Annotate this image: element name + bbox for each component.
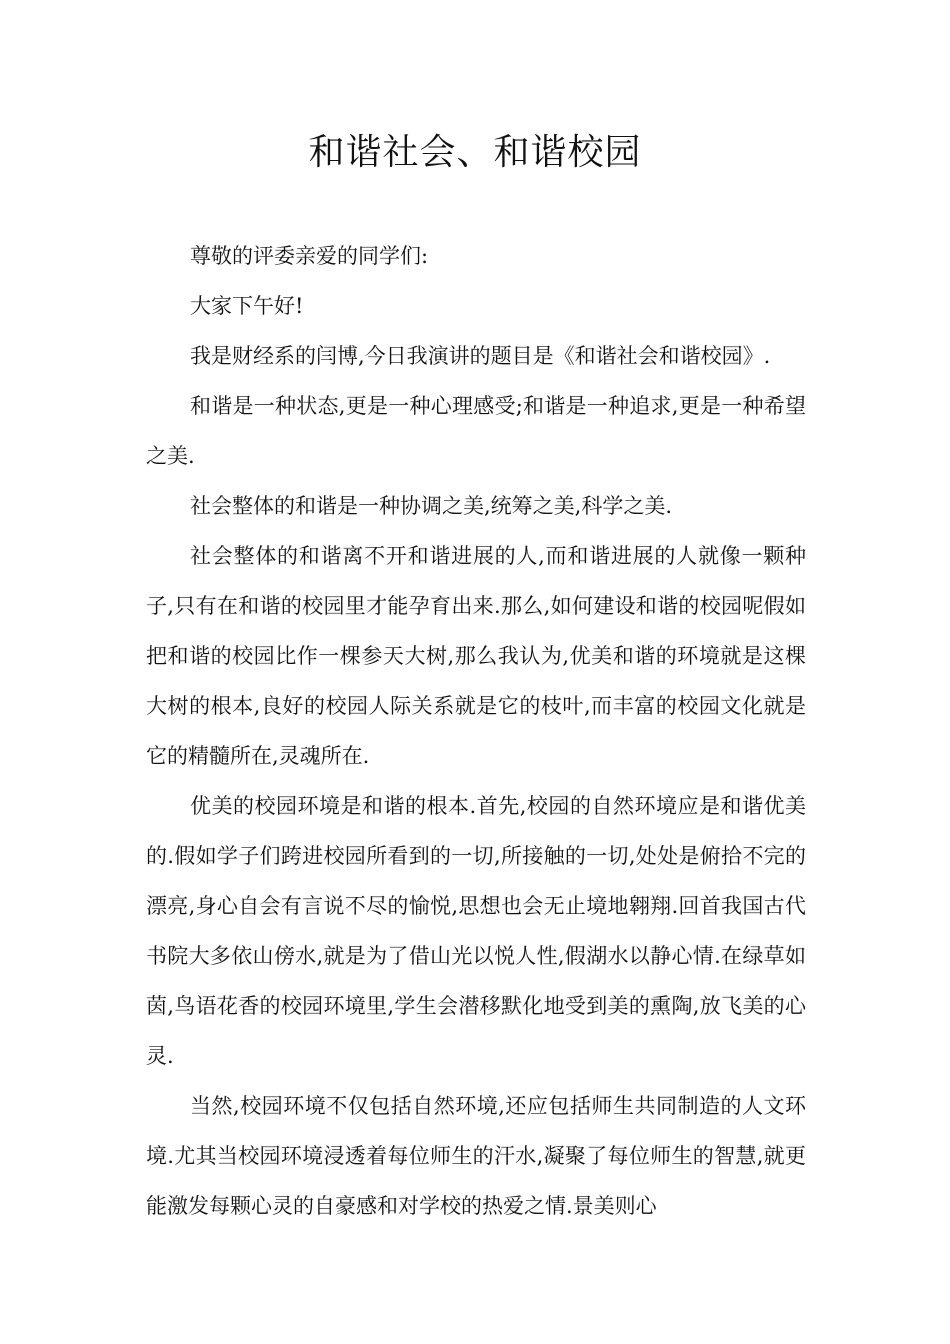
paragraph-harmony-definition: 和谐是一种状态,更是一种心理感受;和谐是一种追求,更是一种希望之美. [146,394,806,468]
paragraph-hello: 大家下午好! [190,294,304,318]
paragraph-social-harmony: 社会整体的和谐是一种协调之美,统筹之美,科学之美. [190,494,673,518]
paragraph-humanistic-environment: 当然,校园环境不仅包括自然环境,还应包括师生共同制造的人文环境.尤其当校园环境浸透着每位师生的汗水,凝聚了每位师生的智慧,就更能激发每颗心灵的自豪感和对学校的热爱之情.景美则心 [146,1094,806,1218]
document-body [146,231,806,1231]
paragraph-intro: 我是财经系的闫博,今日我演讲的题目是《和谐社会和谐校园》. [190,344,771,368]
paragraph-campus-tree: 社会整体的和谐离不开和谐进展的人,而和谐进展的人就像一颗种子,只有在和谐的校园里才能孕育出来.那么,如何建设和谐的校园呢假如把和谐的校园比作一棵参天大树,那么我认为,优美和谐的环境就是这棵大树的根本,良好的校园人际关系就是它的枝叶,而丰富的校园文化就是它的精髓所在,灵魂所在. [146,544,806,768]
document-title: 和谐社会、和谐校园 [308,132,642,173]
paragraph-greeting: 尊敬的评委亲爱的同学们: [190,244,429,268]
paragraph-campus-environment: 优美的校园环境是和谐的根本.首先,校园的自然环境应是和谐优美的.假如学子们跨进校园所看到的一切,所接触的一切,处处是俯拾不完的漂亮,身心自会有言说不尽的愉悦,思想也会无止境地翱翔.回首我国古代书院大多依山傍水,就是为了借山光以悦人性,假湖水以静心情.在绿草如茵,鸟语花香的校园环境里,学生会潜移默化地受到美的熏陶,放飞美的心灵. [146,794,806,1068]
